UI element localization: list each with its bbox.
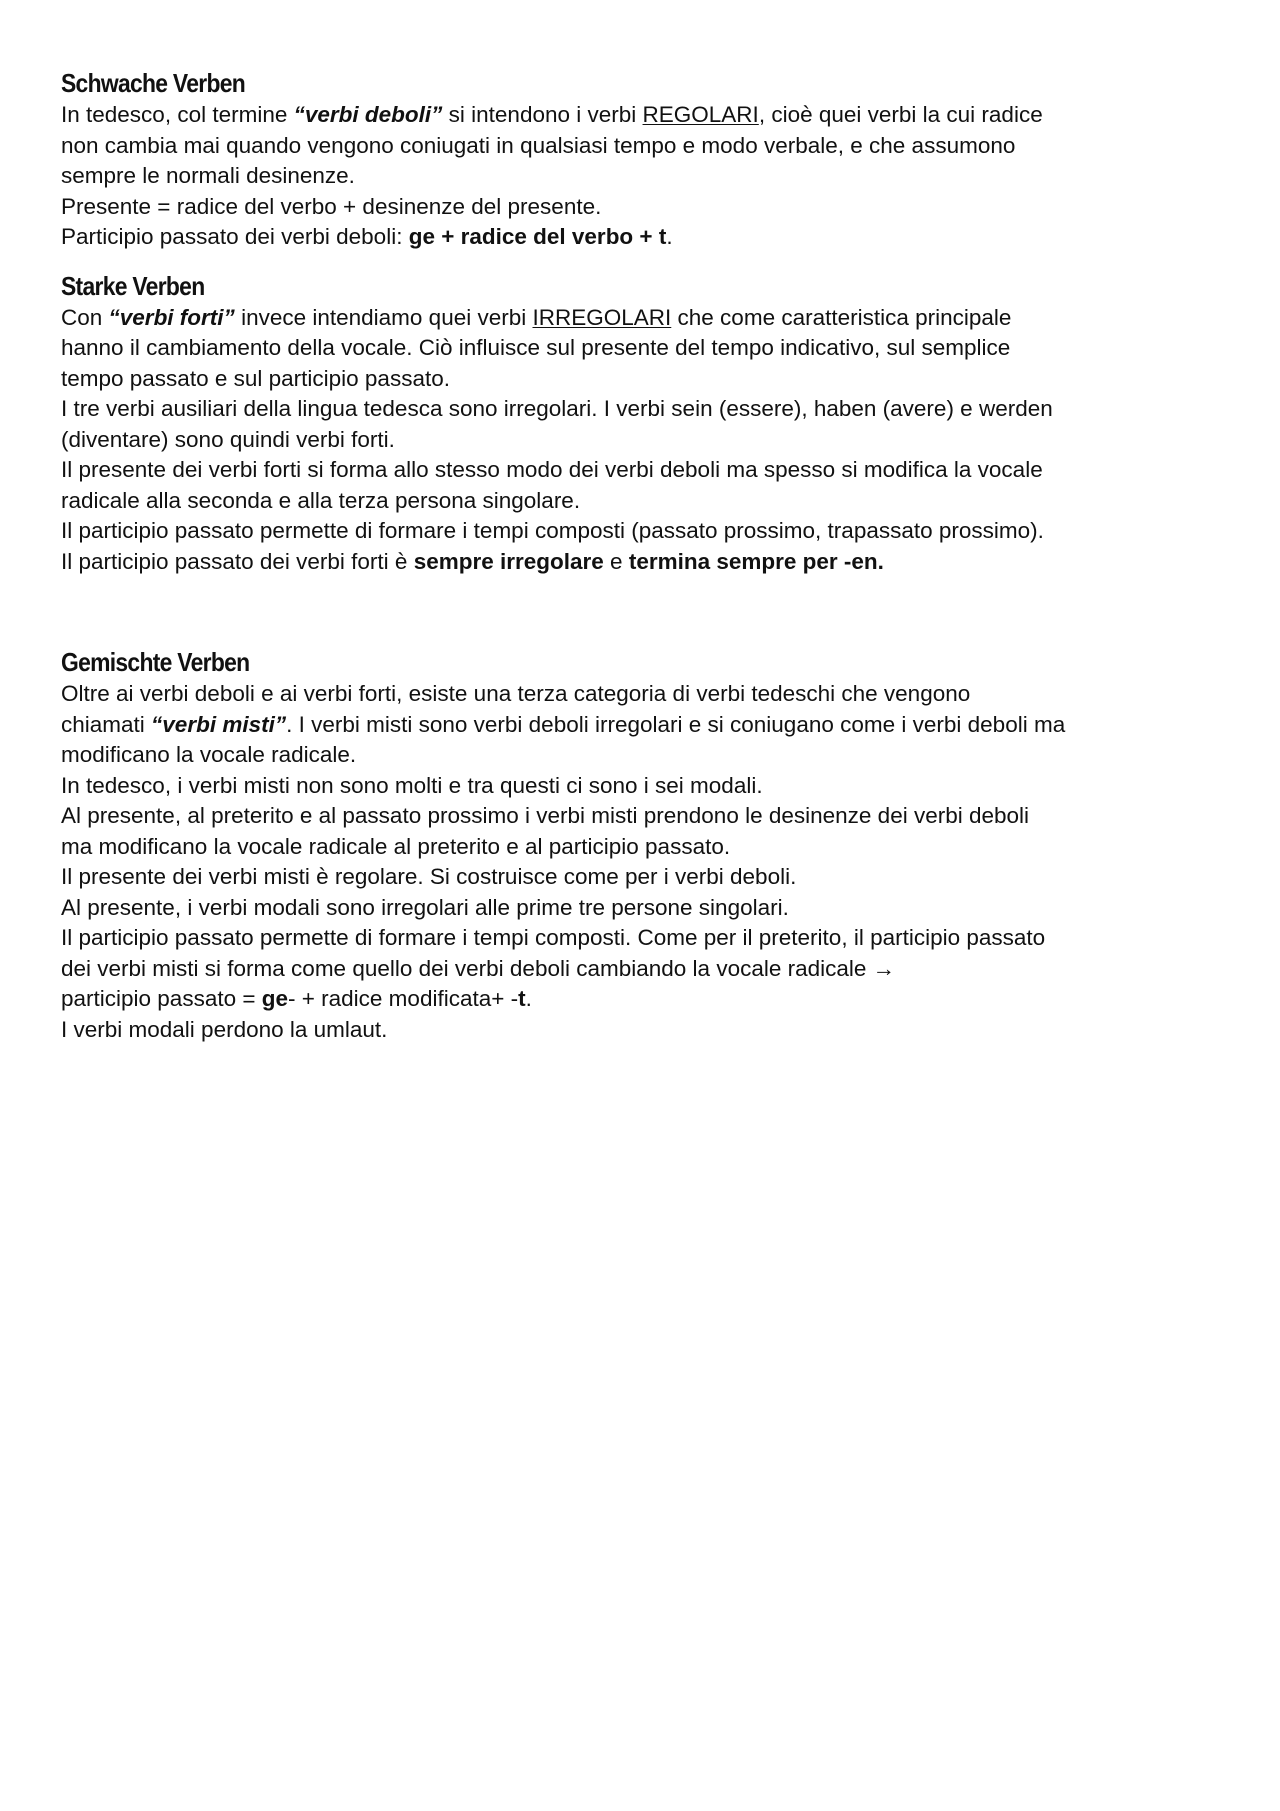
text-run: Il presente dei verbi forti si forma allo stesso modo dei verbi deboli ma spesso si modifica la vocale [61,457,1043,482]
underlined-term: REGOLARI [642,102,759,127]
bold-formula: ge + radice del verbo + t [408,224,667,249]
text-run: Participio passato dei verbi deboli: [61,224,409,249]
text-line [61,862,1241,893]
text-run: - + radice modificata+ - [288,986,519,1011]
text-run: Al presente, i verbi modali sono irregolari alle prime tre persone singolari. [61,894,789,920]
text-line [61,771,1241,802]
text-run: Presente = radice del verbo + desinenze del presente. [61,193,602,219]
text-line [61,394,1241,425]
text-run: Il participio passato permette di formare i tempi composti (passato prossimo, trapassato prossimo). [61,518,1044,543]
text-run: , cioè quei verbi la cui radice [758,102,1043,127]
section-starke-verben [61,269,1241,578]
text-run: (diventare) sono quindi verbi forti. [61,426,395,452]
text-run: Con [61,304,109,330]
text-line [61,222,1241,253]
text-run: Al presente, al preterito e al passato prossimo i verbi misti prendono le desinenze dei verbi deboli [61,803,1030,828]
text-line [61,333,1241,364]
text-line [61,893,1241,924]
text-run: radicale alla seconda e alla terza persona singolare. [61,487,581,513]
text-run: participio passato = [61,986,262,1011]
text-run: In tedesco, col termine [61,102,294,127]
text-run: invece intendiamo quei verbi [234,304,533,330]
section-body [61,303,1241,578]
text-line [61,192,1241,223]
text-run: chiamati [61,711,152,737]
bold-phrase: termina sempre per -en. [628,548,884,574]
text-line [61,740,1241,771]
bold-prefix: ge [261,986,289,1011]
text-run: Il participio passato dei verbi forti è [61,548,414,574]
section-heading: Schwache Verben [61,68,246,98]
text-run: ma modificano la vocale radicale al preterito e al participio passato. [61,833,731,859]
text-line [61,984,1241,1015]
underlined-term: IRREGOLARI [532,304,672,330]
text-line [61,425,1241,456]
text-run: I tre verbi ausiliari della lingua tedesca sono irregolari. I verbi sein (essere), haben (avere) e werden [61,396,1053,421]
text-run: sempre le normali desinenze. [61,163,355,188]
text-run: dei verbi misti si forma come quello dei verbi deboli cambiando la vocale radicale → [61,955,896,981]
text-line [61,1015,1241,1046]
text-line [61,131,1241,162]
text-run: . [666,224,673,249]
section-schwache-verben [61,66,1241,253]
section-spacer [61,253,1241,269]
text-run: Il presente dei verbi misti è regolare. Si costruisce come per i verbi deboli. [61,864,797,889]
section-gemischte-verben [61,645,1241,1045]
bold-suffix: t [518,986,526,1011]
text-line [61,710,1241,741]
italic-term: “verbi misti” [151,711,287,737]
text-line [61,923,1241,954]
text-line [61,486,1241,517]
text-line [61,547,1241,578]
section-heading: Starke Verben [61,270,205,301]
text-line [61,303,1241,334]
text-run: e [603,548,629,574]
section-spacer [61,577,1241,645]
text-line [61,679,1241,710]
text-run: si intendono i verbi [442,102,643,127]
text-run: tempo passato e sul participio passato. [61,365,450,391]
text-run: modificano la vocale radicale. [61,742,357,767]
text-line [61,161,1241,192]
text-line [61,801,1241,832]
text-line [61,455,1241,486]
text-run: non cambia mai quando vengono coniugati in qualsiasi tempo e modo verbale, e che assumono [61,132,1016,158]
document-page [61,66,1241,1045]
bold-phrase: sempre irregolare [413,548,604,574]
text-line [61,516,1241,547]
text-line [61,954,1241,985]
text-run: Il participio passato permette di formare i tempi composti. Come per il preterito, il participio passato [61,925,1046,950]
section-body [61,100,1241,253]
section-body [61,679,1241,1045]
italic-term: “verbi deboli” [293,102,443,127]
text-run: che come caratteristica principale [671,304,1012,330]
text-run: . I verbi misti sono verbi deboli irregolari e si coniugano come i verbi deboli ma [286,711,1066,737]
text-run: Oltre ai verbi deboli e ai verbi forti, esiste una terza categoria di verbi tedeschi che vengono [61,681,971,706]
section-heading: Gemischte Verben [61,647,250,677]
italic-term: “verbi forti” [108,304,235,330]
text-run: In tedesco, i verbi misti non sono molti e tra questi ci sono i sei modali. [61,772,763,798]
text-line [61,100,1241,131]
text-run: I verbi modali perdono la umlaut. [61,1016,388,1042]
text-line [61,364,1241,395]
text-run: hanno il cambiamento della vocale. Ciò influisce sul presente del tempo indicativo, sul semplice [61,335,1011,360]
text-run: . [525,986,532,1011]
text-line [61,832,1241,863]
